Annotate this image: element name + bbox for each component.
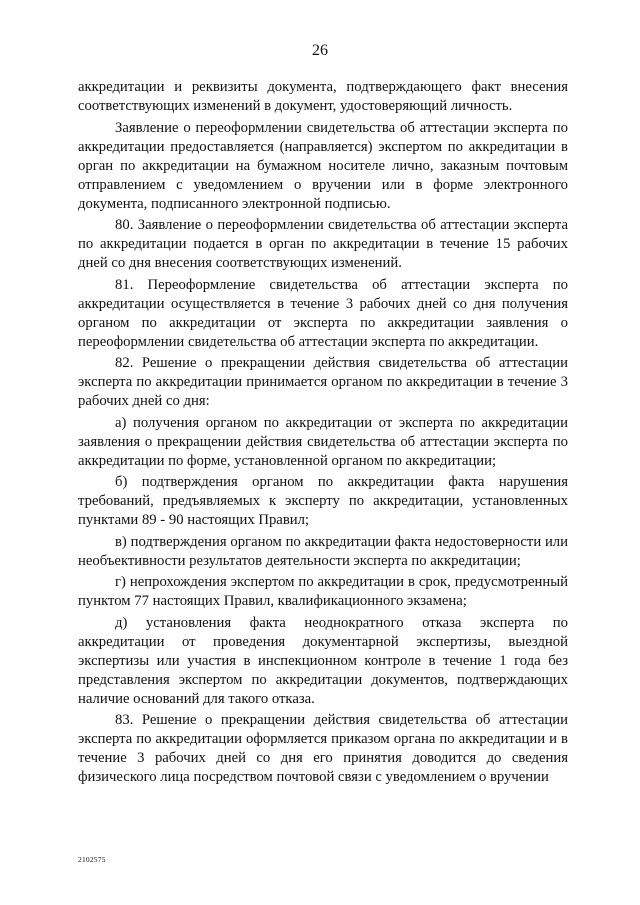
paragraph-82-v: в) подтверждения органом по аккредитации факта недостоверности или необъективности результатов деятельности эксперта по аккредитации; [78,533,568,569]
document-code: 2102575 [78,855,106,864]
paragraph-81: 81. Переоформление свидетельства об аттестации эксперта по аккредитации осуществляется в течение 3 рабочих дней со дня получения органом по аккредитации от эксперта по аккредитации заявления о переоформлении свидетельства об аттестации эксперта по аккредитации. [78,276,568,350]
paragraph-82-d: д) установления факта неоднократного отказа эксперта по аккредитации от проведения документарной экспертизы, выездной экспертизы или участия в инспекционном контроле в течение 1 года без представления экспертом по аккредитации документов, подтверждающих наличие оснований для такого отказа. [78,614,568,707]
paragraph-82: 82. Решение о прекращении действия свидетельства об аттестации эксперта по аккредитации принимается органом по аккредитации в течение 3 рабочих дней со дня: [78,355,568,409]
document-body [78,78,568,790]
paragraph-82-a: а) получения органом по аккредитации от эксперта по аккредитации заявления о прекращении действия свидетельства об аттестации эксперта по аккредитации по форме, установленной органом по аккредитации; [78,414,568,469]
paragraph-82-g: г) непрохождения экспертом по аккредитации в срок, предусмотренный пунктом 77 настоящих Правил, квалификационного экзамена; [78,574,568,609]
paragraph-80: 80. Заявление о переоформлении свидетельства об аттестации эксперта по аккредитации подается в орган по аккредитации в течение 15 рабочих дней со дня внесения соответствующих изменений. [78,217,568,271]
paragraph-83: 83. Решение о прекращении действия свидетельства об аттестации эксперта по аккредитации оформляется приказом органа по аккредитации и в течение 3 рабочих дней со дня его принятия доводится до сведения физического лица посредством почтовой связи с уведомлением о вручении [78,712,568,785]
page-number: 26 [312,42,328,59]
paragraph-application-method: Заявление о переоформлении свидетельства об аттестации эксперта по аккредитации предоставляется (направляется) экспертом по аккредитации в орган по аккредитации на бумажном носителе лично, заказным почтовым отправлением с уведомлением о вручении или в форме электронного документа, подписанного электронной подписью. [78,119,568,212]
paragraph-82-b: б) подтверждения органом по аккредитации факта нарушения требований, предъявляемых к эксперту по аккредитации, установленных пунктами 89 - 90 настоящих Правил; [78,474,568,528]
paragraph-continuation: аккредитации и реквизиты документа, подтверждающего факт внесения соответствующих изменений в документ, удостоверяющий личность. [78,79,568,114]
